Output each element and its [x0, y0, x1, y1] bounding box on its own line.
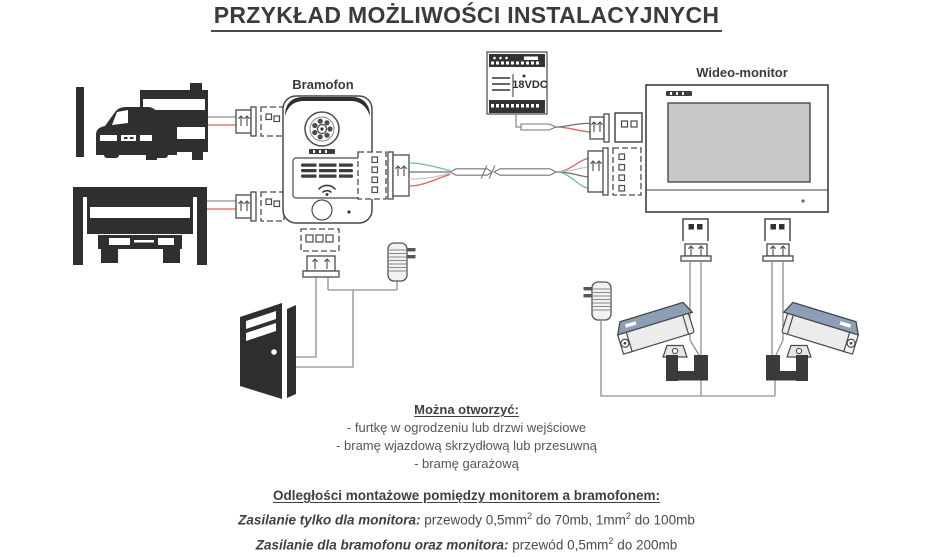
monitor-4pin-socket	[613, 148, 641, 195]
brand-logo-monitor	[666, 91, 692, 96]
monitor-label: Wideo-monitor	[696, 65, 788, 80]
car-entrance-gate-icon	[96, 83, 208, 160]
bramofon-call-button	[312, 200, 332, 220]
distance-line-monitor: Zasilanie tylko dla monitora: przewody $0,5mm^2$ do 70mb, $1mm^2$ do 100mb	[238, 511, 695, 528]
camera-socket-left	[683, 219, 708, 241]
open-list-section	[0, 401, 933, 473]
door-knob	[271, 349, 277, 355]
bramofon-speaker-panel	[293, 158, 361, 198]
monitor-power-socket	[615, 113, 642, 142]
bramofon-4pin-socket	[358, 152, 386, 199]
interconnect-cable	[409, 159, 588, 189]
bramofon-camera	[305, 112, 339, 146]
open-list-item: - furtkę w ogrodzeniu lub drzwi wejściowe	[346, 420, 587, 435]
camera-plug-left	[681, 244, 711, 261]
plug-prong	[584, 287, 593, 290]
plug-prong	[407, 255, 416, 258]
open-list-item: - bramę wjazdową skrzydłową lub przesuwną	[336, 438, 597, 453]
camera-socket-right	[765, 219, 790, 241]
bramofon-label: Bramofon	[292, 77, 354, 92]
open-list-heading: Można otworzyć:	[414, 402, 519, 417]
bramofon-4pin-plug	[388, 152, 409, 199]
brand-logo	[309, 149, 335, 154]
bramofon-mic-hole	[347, 210, 350, 213]
cctv-camera-left	[614, 301, 698, 354]
distance-heading: Odległości montażowe pomiędzy monitorem a bramofonem:	[272, 488, 661, 503]
garage-wires	[207, 201, 236, 209]
power-adapter-cameras	[584, 282, 612, 320]
garage-connector-plug	[236, 192, 256, 221]
monitor-4pin-plug	[588, 148, 608, 195]
psu-to-monitor-wire	[516, 113, 590, 132]
gate-wires-top	[208, 117, 236, 125]
bramofon-output-wires	[290, 277, 397, 367]
open-list-item: - bramę garażową	[414, 456, 519, 471]
gate-connector-socket-top	[261, 107, 284, 136]
monitor-power-led	[801, 199, 804, 202]
camera-mount-right	[766, 346, 811, 382]
distance-section	[0, 486, 933, 555]
camera-plug-right	[763, 244, 793, 261]
monitor-power-plug	[590, 114, 609, 142]
psu-voltage-label: 18VDC	[512, 79, 548, 91]
power-adapter-bramofon	[388, 243, 416, 281]
garage-gate-icon	[73, 187, 207, 265]
video-monitor-device	[646, 85, 828, 212]
gate-connector-plug-top	[236, 107, 256, 136]
bramofon-3pin-plug	[303, 256, 339, 277]
page-title: PRZYKŁAD MOŻLIWOŚCI INSTALACYJNYCH	[211, 2, 723, 32]
bramofon-3pin-socket	[301, 229, 339, 251]
distance-line-bramofon: Zasilanie dla bramofonu oraz monitora: przewód $0,5mm^2$ do 200mb	[255, 535, 678, 552]
plug-prong	[407, 248, 416, 251]
fence-post-icon	[76, 87, 84, 157]
garage-connector-socket	[261, 192, 284, 221]
plug-prong	[584, 294, 593, 297]
monitor-screen	[668, 103, 810, 182]
door-icon	[240, 303, 296, 399]
